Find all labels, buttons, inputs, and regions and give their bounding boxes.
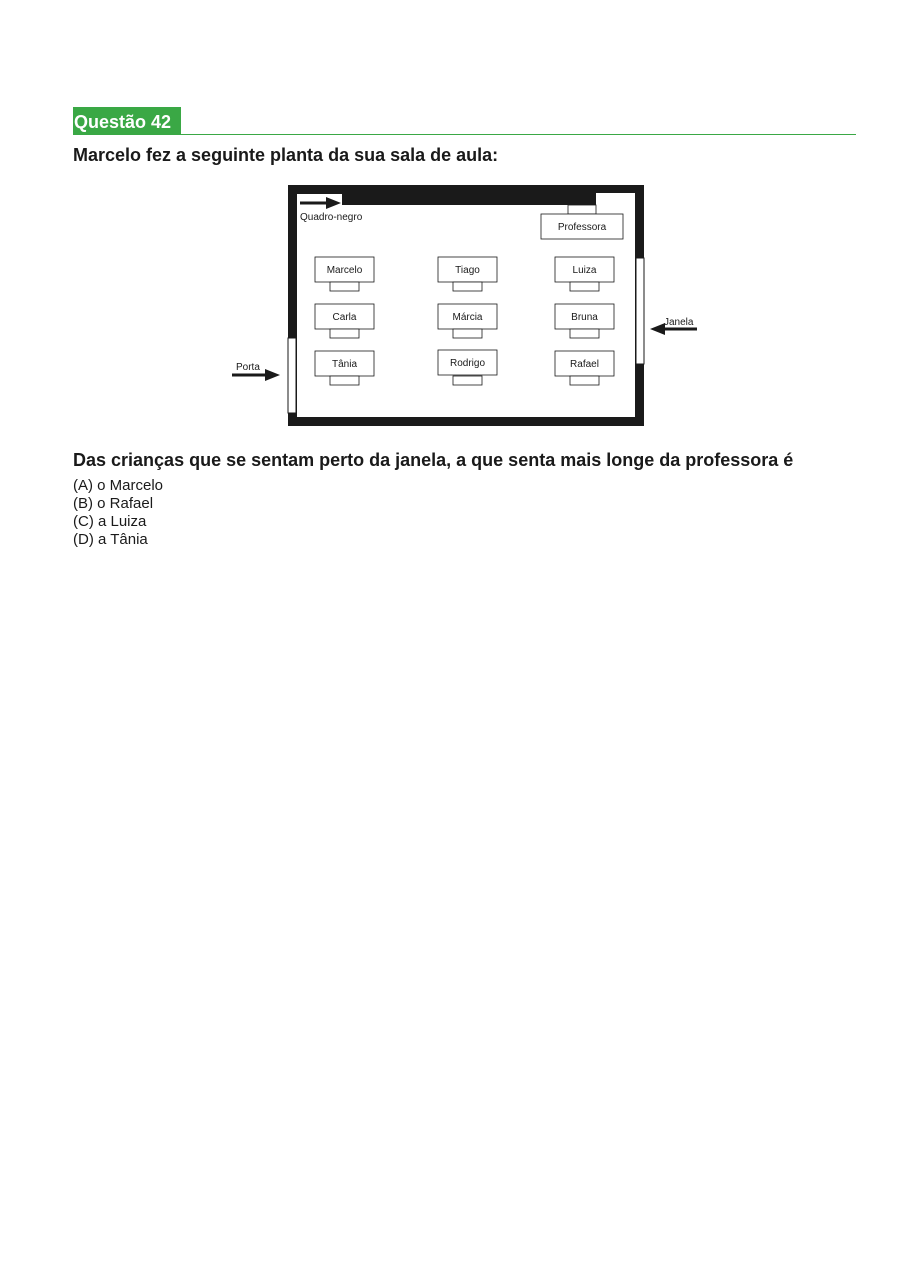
window-label: Janela — [664, 317, 694, 328]
blackboard-arrow — [300, 197, 341, 209]
question-number-badge: Questão 42 — [73, 107, 181, 134]
student-name: Luiza — [572, 265, 597, 276]
question-header — [73, 107, 856, 135]
blackboard-label: Quadro-negro — [300, 212, 363, 223]
blackboard — [342, 185, 596, 205]
student-name: Márcia — [452, 312, 483, 323]
desk-tiago — [438, 257, 497, 291]
desk-marcelo — [315, 257, 374, 291]
door-opening — [288, 338, 296, 413]
student-name: Bruna — [571, 312, 598, 323]
option-a[interactable]: (A) o Marcelo — [73, 477, 164, 494]
student-name: Rafael — [570, 359, 599, 370]
desk-luiza — [555, 257, 614, 291]
option-b[interactable]: (B) o Rafael — [73, 495, 154, 512]
desk-rafael — [555, 351, 614, 385]
option-c[interactable]: (C) a Luiza — [73, 513, 147, 530]
student-name: Carla — [332, 312, 357, 323]
teacher-label: Professora — [557, 222, 607, 233]
teacher-chair — [568, 205, 596, 214]
desk-bruna — [555, 304, 614, 338]
door-label: Porta — [236, 362, 260, 373]
desk-marcia — [438, 304, 497, 338]
desk-tania — [315, 351, 374, 385]
student-desks — [315, 257, 614, 385]
student-name: Rodrigo — [449, 358, 486, 369]
option-d[interactable]: (D) a Tânia — [73, 531, 148, 548]
question-text: Das crianças que se sentam perto da janela, a que senta mais longe da professora é — [73, 450, 794, 470]
student-name: Tiago — [455, 265, 480, 276]
wall-gap-top-right — [596, 193, 635, 196]
classroom-plan — [220, 180, 700, 430]
desk-carla — [315, 304, 374, 338]
window-opening — [636, 258, 644, 364]
answer-options — [73, 477, 163, 549]
intro-text: Marcelo fez a seguinte planta da sua sala de aula: — [73, 145, 499, 165]
student-name: Tânia — [331, 359, 358, 370]
desk-rodrigo — [438, 350, 497, 385]
student-name: Marcelo — [326, 265, 363, 276]
